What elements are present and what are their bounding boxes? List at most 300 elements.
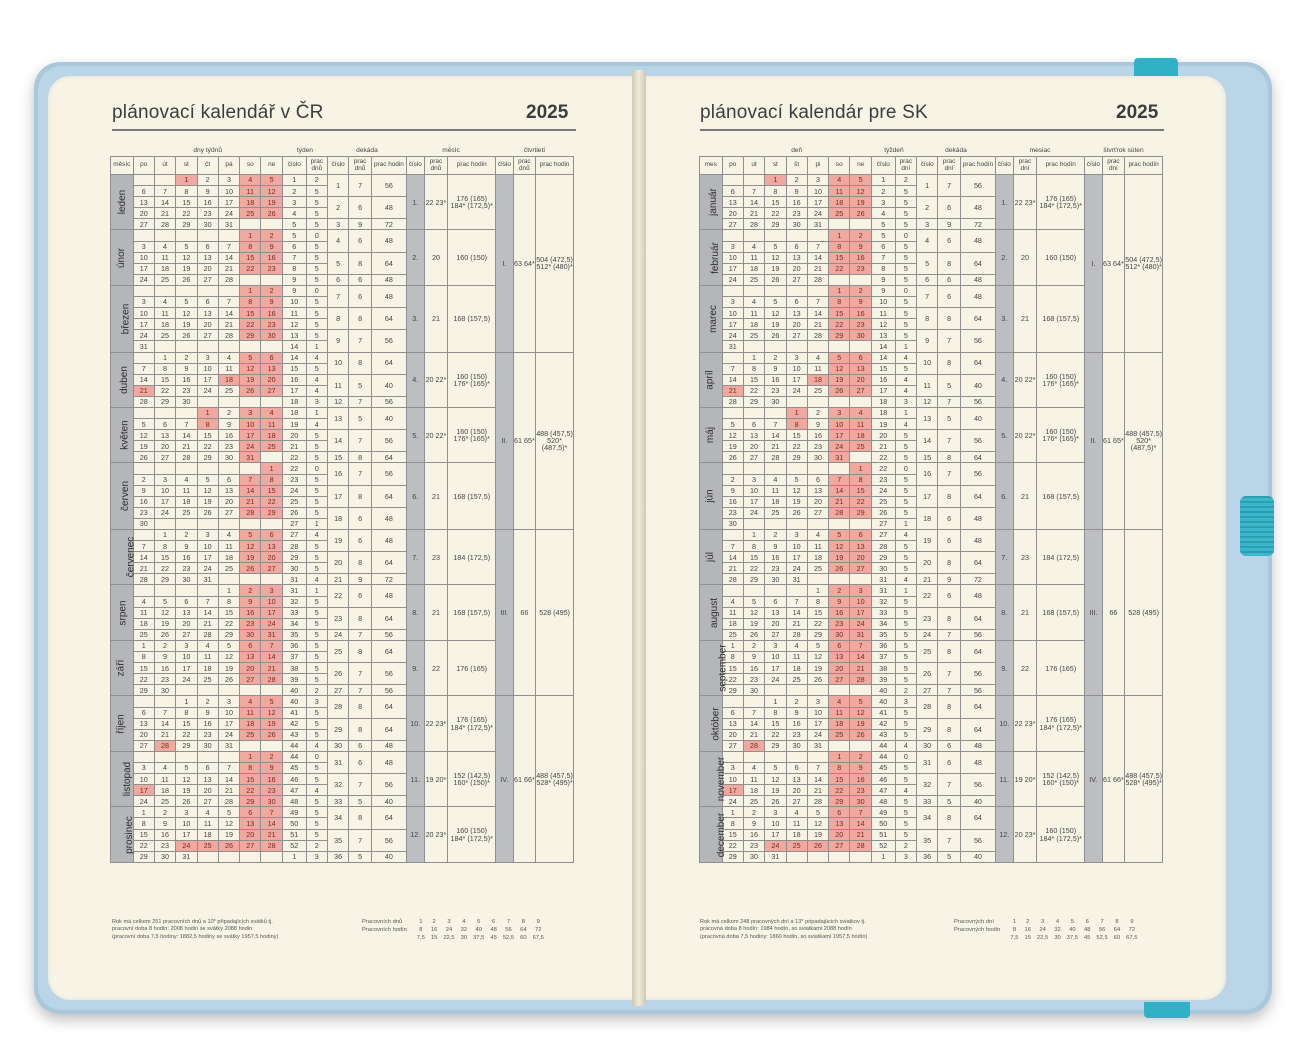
day-cell (154, 518, 175, 529)
day-cell: 11 (743, 308, 764, 319)
week-work-days: 5 (306, 541, 327, 552)
day-cell: 9 (786, 186, 807, 197)
day-cell: 19 (176, 319, 197, 330)
month-work-days: 21 (424, 285, 448, 352)
day-cell: 10 (807, 707, 828, 718)
day-cell: 12 (261, 707, 282, 718)
week-number: 37 (282, 652, 306, 663)
day-cell: 5 (807, 640, 828, 651)
day-cell: 5 (218, 640, 239, 651)
day-cell: 18 (240, 197, 261, 208)
decade-work-days: 6 (938, 230, 961, 252)
day-cell: 15 (218, 607, 239, 618)
hours-8h-value: 56 (505, 927, 512, 933)
month-work-hours: 176 (165) 184* (172,5)* (1037, 175, 1085, 230)
day-cell: 16 (786, 718, 807, 729)
decade-work-hours: 64 (371, 485, 406, 507)
group-header: štvrťrok súten (1085, 146, 1163, 157)
week-number: 35 (871, 629, 895, 640)
day-cell: 13 (850, 541, 871, 552)
week-number: 5 (871, 219, 895, 230)
month-work-days: 21 (424, 463, 448, 530)
day-cell: 4 (240, 175, 261, 186)
week-number: 43 (282, 729, 306, 740)
day-cell: 13 (765, 607, 786, 618)
day-cell: 28 (722, 396, 743, 407)
month-number: 12. (996, 807, 1014, 862)
column-header: pá (218, 157, 239, 175)
decade-work-hours: 64 (960, 807, 995, 829)
day-cell (743, 230, 764, 241)
column-header: ne (261, 157, 282, 175)
day-cell: 30 (154, 851, 175, 862)
day-cell: 19 (807, 829, 828, 840)
decade-work-days: 5 (938, 374, 961, 396)
decade-work-days: 5 (938, 851, 961, 862)
quarter-work-hours: 488 (457,5) 520* (487,5)* (536, 352, 574, 530)
day-cell: 1 (807, 585, 828, 596)
day-cell: 24 (154, 507, 175, 518)
day-cell: 20 (722, 729, 743, 740)
day-cell: 20 (154, 441, 175, 452)
decade-work-hours: 64 (960, 696, 995, 718)
day-cell: 17 (722, 785, 743, 796)
week-number: 30 (282, 563, 306, 574)
decade-work-hours: 56 (960, 685, 995, 696)
day-cell: 23 (133, 507, 154, 518)
day-cell: 20 (197, 263, 218, 274)
week-work-days: 2 (306, 685, 327, 696)
day-cell (786, 685, 807, 696)
day-cell: 20 (261, 552, 282, 563)
day-cell: 11 (829, 707, 850, 718)
day-cell (786, 285, 807, 296)
hours-75h-value: 60 (1113, 935, 1121, 941)
day-cell (154, 341, 175, 352)
day-cell: 15 (240, 774, 261, 785)
day-cell: 23 (765, 563, 786, 574)
day-cell: 12 (807, 818, 828, 829)
quarter-number: II. (496, 352, 514, 530)
day-cell: 3 (765, 807, 786, 818)
day-cell: 23 (743, 840, 764, 851)
decade-number: 23 (916, 607, 937, 629)
day-cell: 28 (765, 452, 786, 463)
month-work-hours: 168 (157,5) (1037, 585, 1085, 640)
day-cell: 4 (197, 807, 218, 818)
day-cell: 19 (218, 829, 239, 840)
day-cell (261, 396, 282, 407)
week-number: 51 (871, 829, 895, 840)
week-number: 26 (871, 507, 895, 518)
month-name: február (709, 241, 721, 274)
week-work-days: 5 (306, 663, 327, 674)
day-cell: 23 (197, 729, 218, 740)
day-cell (240, 396, 261, 407)
day-cell: 27 (176, 629, 197, 640)
decade-work-hours: 64 (371, 252, 406, 274)
decade-work-days: 7 (938, 330, 961, 352)
day-cell: 16 (743, 663, 764, 674)
day-cell: 22 (829, 785, 850, 796)
day-cell (786, 230, 807, 241)
decade-work-days: 6 (938, 507, 961, 529)
month-name: říjen (115, 713, 127, 734)
week-number: 3 (871, 197, 895, 208)
day-cell: 17 (786, 374, 807, 385)
day-cell: 23 (786, 729, 807, 740)
day-cell: 2 (850, 285, 871, 296)
month-name: prosinec (123, 815, 135, 854)
group-header: deň (722, 146, 871, 157)
decade-number: 13 (327, 407, 348, 429)
day-cell: 19 (786, 496, 807, 507)
week-work-days: 5 (895, 219, 916, 230)
week-work-days: 4 (895, 419, 916, 430)
week-work-days: 5 (306, 252, 327, 263)
month-name: júl (704, 552, 716, 563)
day-cell (218, 751, 239, 762)
day-cell: 16 (261, 774, 282, 785)
decade-number: 4 (327, 230, 348, 252)
day-cell: 21 (807, 785, 828, 796)
week-work-days: 1 (306, 585, 327, 596)
month-name: únor (115, 247, 127, 268)
day-cell: 4 (743, 241, 764, 252)
month-work-days: 21 (1013, 285, 1037, 352)
hours-8h-value: 48 (1083, 927, 1091, 933)
week-work-days: 5 (306, 263, 327, 274)
hours-day-count: 4 (462, 919, 466, 925)
day-cell: 25 (807, 385, 828, 396)
day-cell (197, 396, 218, 407)
month-name: december (716, 812, 728, 857)
day-cell: 10 (176, 818, 197, 829)
elastic-band-bottom (1144, 1002, 1190, 1018)
day-cell: 11 (743, 252, 764, 263)
decade-work-days: 8 (349, 696, 372, 718)
day-cell: 14 (261, 652, 282, 663)
day-cell (197, 851, 218, 862)
week-work-days: 5 (306, 762, 327, 773)
day-cell (240, 518, 261, 529)
hours-75h-value: 67,5 (532, 935, 544, 941)
decade-work-hours: 64 (960, 718, 995, 740)
day-cell (218, 230, 239, 241)
day-cell (154, 230, 175, 241)
day-cell (240, 851, 261, 862)
day-cell: 23 (154, 674, 175, 685)
day-cell: 14 (722, 374, 743, 385)
month-label (700, 407, 723, 462)
hours-8h-value: 48 (490, 927, 497, 933)
day-cell: 23 (722, 507, 743, 518)
day-cell: 9 (722, 485, 743, 496)
day-cell: 28 (807, 274, 828, 285)
week-number: 27 (871, 518, 895, 529)
day-cell: 2 (743, 807, 764, 818)
day-cell (743, 518, 764, 529)
day-cell: 24 (807, 729, 828, 740)
column-header: pi (807, 157, 828, 175)
day-cell: 20 (786, 319, 807, 330)
day-cell: 14 (743, 718, 764, 729)
day-cell: 28 (722, 574, 743, 585)
day-cell: 1 (240, 230, 261, 241)
week-work-days: 5 (306, 308, 327, 319)
day-cell: 3 (154, 474, 175, 485)
month-number: 2. (407, 230, 425, 285)
day-cell: 26 (850, 729, 871, 740)
week-work-days: 4 (306, 574, 327, 585)
hours-label-spacer (360, 935, 413, 941)
day-cell (807, 341, 828, 352)
week-work-days: 5 (895, 541, 916, 552)
month-number: 6. (996, 463, 1014, 530)
decade-number: 17 (327, 485, 348, 507)
day-cell (829, 574, 850, 585)
hours-75h-value: 22,5 (1036, 935, 1049, 941)
decade-work-days: 7 (349, 685, 372, 696)
month-work-days: 20 22* (1013, 407, 1037, 462)
day-cell: 12 (133, 430, 154, 441)
decade-work-hours: 56 (371, 685, 406, 696)
decade-work-hours: 56 (371, 663, 406, 685)
month-label (111, 585, 134, 640)
day-cell (218, 518, 239, 529)
decade-work-days: 9 (349, 574, 372, 585)
week-number: 40 (871, 696, 895, 707)
week-work-days: 5 (306, 485, 327, 496)
decade-work-hours: 48 (960, 530, 995, 552)
day-cell: 19 (850, 718, 871, 729)
day-cell: 22 (786, 441, 807, 452)
day-cell: 11 (786, 652, 807, 663)
day-cell: 12 (829, 363, 850, 374)
decade-work-hours: 72 (960, 574, 995, 585)
decade-number: 24 (916, 629, 937, 640)
day-cell: 22 (722, 674, 743, 685)
day-cell: 13 (240, 652, 261, 663)
day-cell: 11 (261, 419, 282, 430)
day-cell: 7 (850, 640, 871, 651)
day-cell: 4 (133, 596, 154, 607)
decade-work-hours: 56 (960, 330, 995, 352)
hours-75h-value: 30 (460, 935, 468, 941)
day-cell: 12 (722, 430, 743, 441)
week-work-days: 5 (306, 441, 327, 452)
decade-work-days: 7 (938, 430, 961, 452)
decade-work-hours: 40 (960, 796, 995, 807)
day-cell: 14 (218, 308, 239, 319)
decade-work-days: 8 (349, 352, 372, 374)
day-cell: 21 (786, 618, 807, 629)
month-work-hours: 176 (165) 184* (172,5)* (448, 175, 496, 230)
day-cell: 23 (743, 674, 764, 685)
decade-work-hours: 64 (371, 696, 406, 718)
day-cell: 21 (154, 208, 175, 219)
hours-75h-value: 37,5 (1066, 935, 1078, 941)
day-cell: 6 (807, 474, 828, 485)
week-number: 14 (282, 352, 306, 363)
day-cell: 7 (743, 707, 764, 718)
day-cell: 14 (218, 252, 239, 263)
day-cell (133, 585, 154, 596)
decade-work-hours: 56 (371, 430, 406, 452)
day-cell: 14 (807, 774, 828, 785)
day-cell: 2 (261, 285, 282, 296)
week-work-days: 5 (895, 640, 916, 651)
pen-loop (1240, 496, 1274, 556)
day-cell: 30 (829, 629, 850, 640)
day-cell (261, 341, 282, 352)
day-cell: 29 (829, 796, 850, 807)
week-number: 40 (871, 685, 895, 696)
column-header: st (765, 157, 786, 175)
week-number: 31 (282, 585, 306, 596)
decade-number: 6 (916, 274, 937, 285)
quarter-work-hours: 528 (495) (1125, 530, 1163, 696)
day-cell: 21 (765, 441, 786, 452)
decade-number: 16 (327, 463, 348, 485)
day-cell: 8 (133, 818, 154, 829)
week-row (111, 175, 574, 186)
decade-number: 1 (916, 175, 937, 197)
day-cell: 21 (240, 496, 261, 507)
day-cell: 27 (261, 563, 282, 574)
week-number: 5 (282, 230, 306, 241)
day-cell (218, 851, 239, 862)
day-cell: 11 (154, 774, 175, 785)
day-cell: 23 (850, 785, 871, 796)
day-cell: 21 (743, 729, 764, 740)
day-cell (154, 175, 175, 186)
hours-day-count: 7 (1100, 919, 1104, 925)
decade-work-hours: 56 (960, 629, 995, 640)
day-cell: 20 (218, 496, 239, 507)
decade-work-days: 8 (938, 252, 961, 274)
decade-number: 23 (327, 607, 348, 629)
day-cell: 14 (197, 607, 218, 618)
week-number: 40 (282, 696, 306, 707)
decade-work-days: 7 (938, 774, 961, 796)
week-row (111, 530, 574, 541)
day-cell: 28 (154, 219, 175, 230)
day-cell: 4 (261, 407, 282, 418)
day-cell: 21 (722, 385, 743, 396)
group-header (700, 146, 723, 157)
decade-work-days: 8 (938, 552, 961, 574)
decade-work-days: 8 (349, 807, 372, 829)
day-cell: 27 (850, 563, 871, 574)
day-cell: 10 (133, 774, 154, 785)
day-cell: 1 (197, 407, 218, 418)
day-cell: 11 (240, 186, 261, 197)
week-work-days: 5 (306, 818, 327, 829)
decade-work-hours: 72 (960, 219, 995, 230)
month-number: 6. (407, 463, 425, 530)
day-cell: 11 (154, 308, 175, 319)
day-cell: 31 (218, 740, 239, 751)
decade-work-hours: 40 (960, 407, 995, 429)
day-cell (786, 341, 807, 352)
hours-75h-value: 60 (520, 935, 527, 941)
day-cell: 31 (765, 851, 786, 862)
decade-work-days: 6 (349, 274, 372, 285)
day-cell: 28 (743, 740, 764, 751)
decade-work-hours: 64 (371, 352, 406, 374)
day-cell: 1 (133, 807, 154, 818)
day-cell: 8 (240, 241, 261, 252)
decade-number: 14 (916, 430, 937, 452)
day-cell: 3 (261, 585, 282, 596)
day-cell: 26 (829, 385, 850, 396)
decade-work-hours: 48 (371, 585, 406, 607)
week-number: 17 (871, 385, 895, 396)
week-number: 20 (871, 430, 895, 441)
column-header: prac dní (938, 157, 961, 175)
day-cell: 26 (261, 729, 282, 740)
day-cell: 29 (850, 507, 871, 518)
day-cell (261, 574, 282, 585)
day-cell (743, 585, 764, 596)
week-row (700, 352, 1163, 363)
day-cell (197, 518, 218, 529)
day-cell: 6 (786, 297, 807, 308)
week-work-days: 4 (895, 374, 916, 385)
week-row (111, 696, 574, 707)
decade-work-hours: 40 (371, 796, 406, 807)
day-cell: 9 (197, 707, 218, 718)
week-number: 16 (871, 374, 895, 385)
week-work-days: 5 (895, 807, 916, 818)
day-cell: 30 (197, 219, 218, 230)
hours-day-count: 1 (1012, 919, 1017, 925)
decade-number: 29 (327, 718, 348, 740)
decade-number: 10 (327, 352, 348, 374)
day-cell: 26 (765, 274, 786, 285)
hours-75h-value: 7,5 (416, 935, 425, 941)
day-cell: 30 (218, 452, 239, 463)
day-cell: 30 (261, 330, 282, 341)
day-cell (261, 685, 282, 696)
day-cell: 30 (261, 796, 282, 807)
day-cell: 11 (765, 485, 786, 496)
day-cell: 5 (154, 596, 175, 607)
column-header: prac dnů (349, 157, 372, 175)
day-cell: 12 (765, 252, 786, 263)
day-cell (722, 352, 743, 363)
day-cell: 3 (765, 640, 786, 651)
day-cell: 2 (261, 230, 282, 241)
day-cell: 19 (807, 663, 828, 674)
day-cell: 5 (850, 175, 871, 186)
decade-number: 16 (916, 463, 937, 485)
day-cell: 24 (722, 274, 743, 285)
day-cell: 11 (197, 652, 218, 663)
day-cell: 1 (765, 696, 786, 707)
day-cell: 19 (850, 197, 871, 208)
day-cell (133, 751, 154, 762)
day-cell: 16 (850, 252, 871, 263)
week-work-days: 5 (895, 729, 916, 740)
day-cell: 17 (807, 718, 828, 729)
week-number: 23 (871, 474, 895, 485)
day-cell (154, 407, 175, 418)
week-number: 41 (282, 707, 306, 718)
week-work-days: 5 (895, 485, 916, 496)
decade-work-days: 8 (349, 252, 372, 274)
